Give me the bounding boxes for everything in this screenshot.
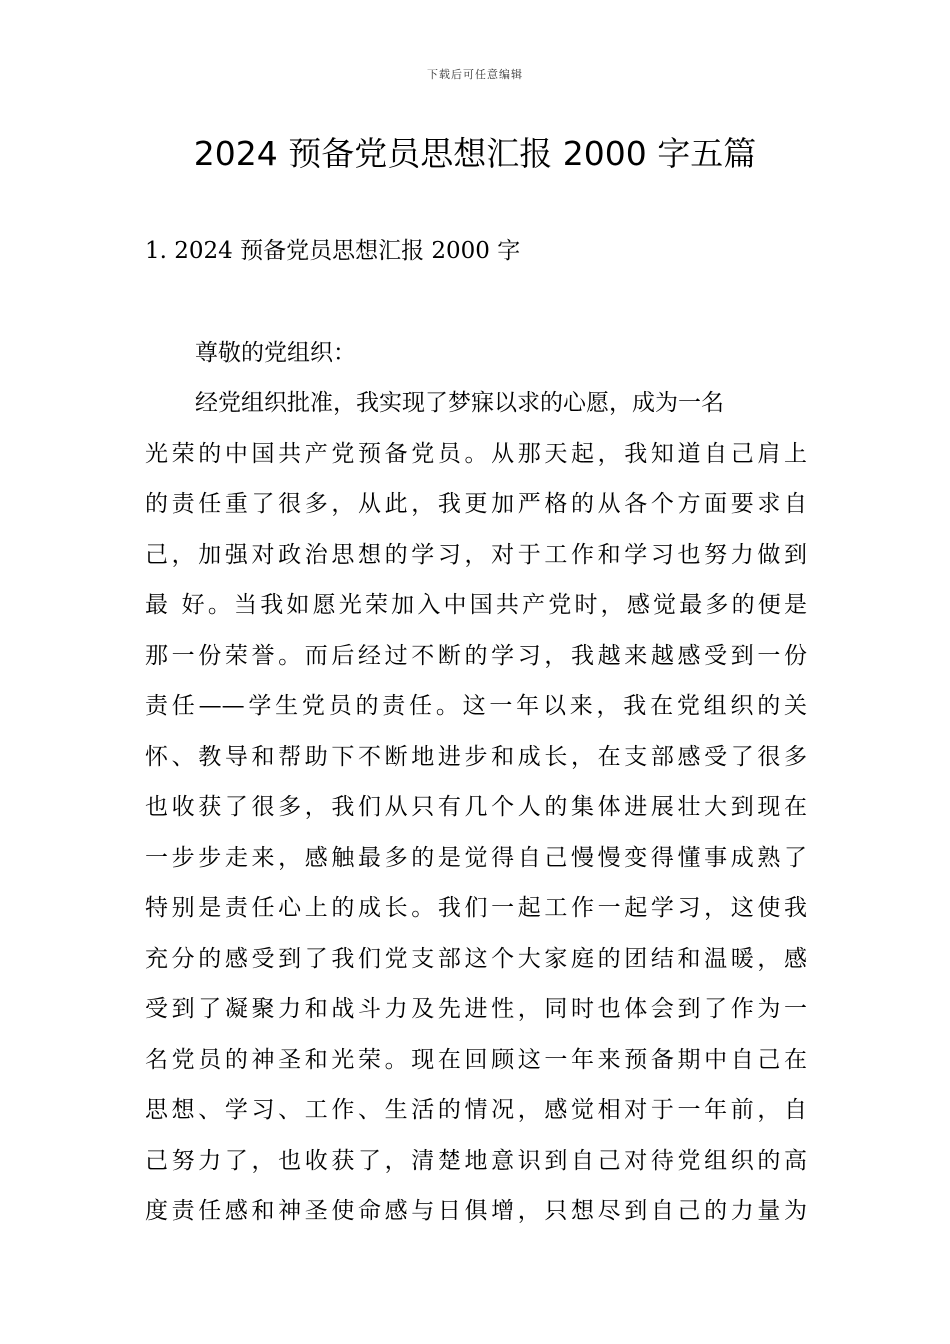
body-line: 名党员的神圣和光荣。现在回顾这一年来预备期中自己在 [145,1046,807,1073]
body-line: 受到了凝聚力和战斗力及先进性，同时也体会到了作为一 [145,996,807,1022]
body-line: 己努力了，也收获了，清楚地意识到自己对待党组织的高 [145,1147,807,1174]
body-line: 那一份荣誉。而后经过不断的学习，我越来越感受到一份 [145,642,807,669]
body-line: 怀、教导和帮助下不断地进步和成长，在支部感受了很多 [145,743,807,770]
salutation: 尊敬的党组织： [195,340,356,366]
body-line: 己，加强对政治思想的学习，对于工作和学习也努力做到 [145,541,807,568]
body-line: 的责任重了很多，从此，我更加严格的从各个方面要求自 [145,491,807,517]
body-line: 最 好。当我如愿光荣加入中国共产党时，感觉最多的便是 [145,592,807,618]
document-title: 2024 预备党员思想汇报 2000 字五篇 [193,134,757,173]
body-line: 度责任感和神圣使命感与日俱增，只想尽到自己的力量为 [145,1198,807,1224]
body-line: 责任——学生党员的责任。这一年以来，我在党组织的关 [145,693,807,719]
body-line: 一步步走来，感触最多的是觉得自己慢慢变得懂事成熟了 [145,844,807,871]
body-line: 光荣的中国共产党预备党员。从那天起，我知道自己肩上 [145,440,807,467]
section-heading: 1. 2024 预备党员思想汇报 2000 字 [145,238,521,264]
body-line: 经党组织批准，我实现了梦寐以求的心愿，成为一名 [195,390,724,416]
header-note: 下载后可任意编辑 [427,68,523,81]
body-line: 也收获了很多，我们从只有几个人的集体进展壮大到现在 [145,794,807,820]
body-line: 特别是责任心上的成长。我们一起工作一起学习，这使我 [145,895,807,921]
body-paragraph [145,378,807,1237]
body-line: 充分的感受到了我们党支部这个大家庭的团结和温暖，感 [145,945,807,972]
body-line: 思想、学习、工作、生活的情况，感觉相对于一年前，自 [145,1097,807,1123]
